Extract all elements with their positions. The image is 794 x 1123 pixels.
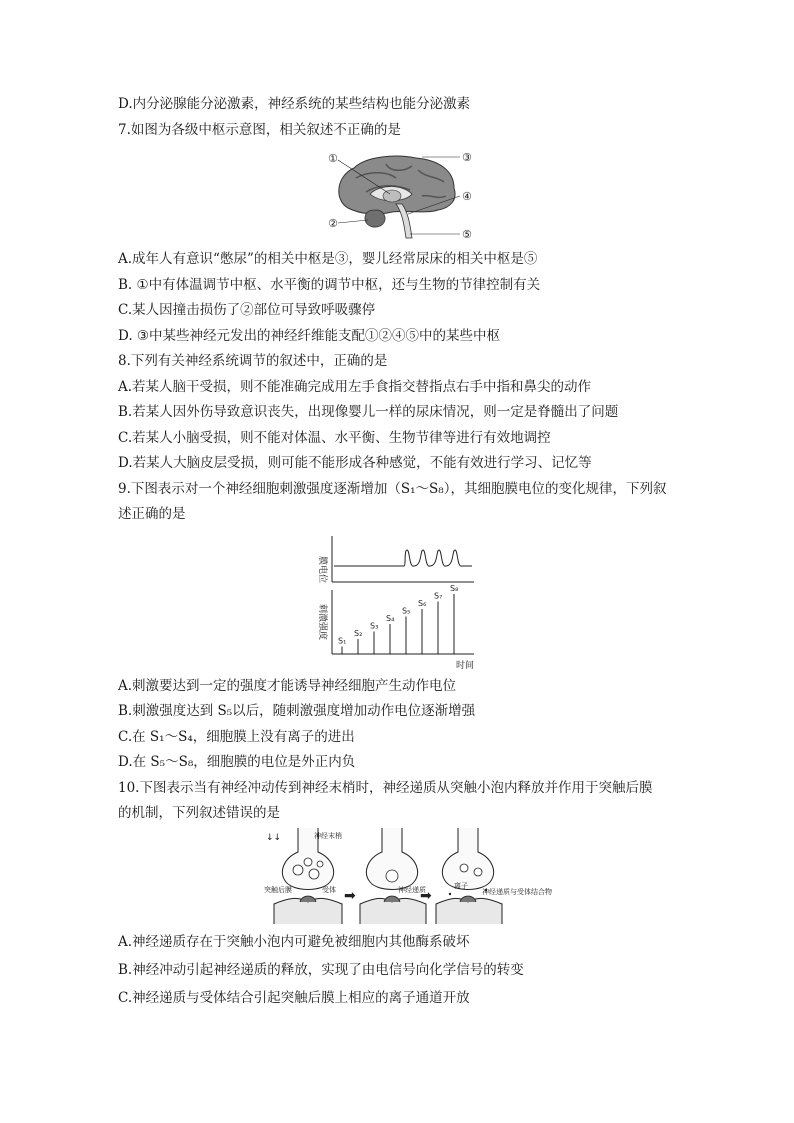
stimulus-chart xyxy=(314,532,480,672)
label-complex: 神经递质与受体结合物 xyxy=(482,888,552,896)
label-4: ④ xyxy=(462,190,472,203)
q10-stem-line2: 的机制，下列叙述错误的是 xyxy=(118,805,280,821)
membrane-potential-trace xyxy=(334,550,472,566)
stimulus-label: S₅ xyxy=(402,606,411,616)
q9-stem-line2: 述正确的是 xyxy=(118,506,186,522)
q8-option-c: C.若某人小脑受损，则不能对体温、水平衡、生物节律等进行有效地调控 xyxy=(118,430,551,446)
stimulus-label: S₁ xyxy=(338,636,347,646)
label-transmitter: 神经递质 xyxy=(398,886,426,894)
label-5: ⑤ xyxy=(462,228,472,241)
q10-option-b: B.神经冲动引起神经递质的释放，实现了由电信号向化学信号的转变 xyxy=(118,962,524,978)
q7-option-d: D. ③中某些神经元发出的神经纤维能支配①②④⑤中的某些中枢 xyxy=(118,328,501,344)
arrow-icon-2: ➡ xyxy=(420,888,432,904)
stimulus-label: S₂ xyxy=(354,629,363,638)
label-3: ③ xyxy=(462,151,472,164)
stimulus-label: S₈ xyxy=(450,584,459,593)
q7-stem: 7.如图为各级中枢示意图，相关叙述不正确的是 xyxy=(118,122,401,138)
top-ylabel: 膜电位 xyxy=(317,556,327,584)
q7-option-c: C.某人因撞击损伤了②部位可导致呼吸骤停 xyxy=(118,302,376,318)
q9-stem-line1: 9.下图表示对一个神经细胞刺激强度逐渐增加（S₁～S₈），其细胞膜电位的变化规律，下列叙 xyxy=(118,481,667,497)
q10-option-a: A.神经递质存在于突触小泡内可避免被细胞内其他酶系破坏 xyxy=(118,934,470,950)
q8-option-d: D.若某人大脑皮层受损，则可能不能形成各种感觉，不能有效进行学习、记忆等 xyxy=(118,455,592,471)
q9-option-d: D.在 S₅～S₈，细胞膜的电位是外正内负 xyxy=(118,754,356,770)
q8-option-a: A.若某人脑干受损，则不能准确完成用左手食指交替指点右手中指和鼻尖的动作 xyxy=(118,379,592,395)
q9-option-c: C.在 S₁～S₄，细胞膜上没有离子的进出 xyxy=(118,729,355,745)
q7-option-b: B. ①中有体温调节中枢、水平衡的调节中枢，还与生物的节律控制有关 xyxy=(118,277,541,293)
q7-option-a: A.成年人有意识“憋尿”的相关中枢是③，婴儿经常尿床的相关中枢是⑤ xyxy=(118,251,538,267)
ylabel: 刺激强度 xyxy=(317,604,327,641)
q8-stem: 8.下列有关神经系统调节的叙述中，正确的是 xyxy=(118,353,388,369)
stimulus-label: S₃ xyxy=(370,621,379,631)
q8-option-b: B.若某人因外伤导致意识丧失，出现像婴儿一样的尿床情况，则一定是脊髓出了问题 xyxy=(118,404,619,420)
stimulus-label: S₆ xyxy=(418,599,427,608)
label-receptor: 受体 xyxy=(322,886,336,894)
q6-option-d: D.内分泌腺能分泌激素，神经系统的某些结构也能分泌激素 xyxy=(118,96,471,112)
label-2: ② xyxy=(328,217,338,230)
q9-option-a: A.刺激要达到一定的强度才能诱导神经细胞产生动作电位 xyxy=(118,678,457,694)
arrow-icon-1: ➡ xyxy=(344,888,356,904)
brain-diagram xyxy=(326,148,476,240)
q10-stem-line1: 10.下图表示当有神经冲动传到神经末梢时，神经递质从突触小泡内释放并作用于突触后膜 xyxy=(118,780,653,796)
synapse-diagram xyxy=(264,828,552,924)
label-ion: 离子 xyxy=(454,882,468,890)
q9-option-b: B.刺激强度达到 S₅以后，随刺激强度增加动作电位逐渐增强 xyxy=(118,703,476,719)
label-terminal: 神经末梢 xyxy=(314,832,342,840)
xlabel: 时间 xyxy=(456,661,475,671)
label-membrane: 突触后膜 xyxy=(264,886,292,894)
label-1: ① xyxy=(328,152,338,165)
arrows-icon: ↓↓ xyxy=(266,833,282,843)
stimulus-label: S₄ xyxy=(386,614,395,623)
q10-option-c: C.神经递质与受体结合引起突触后膜上相应的离子通道开放 xyxy=(118,990,470,1006)
stimulus-label: S₇ xyxy=(434,591,443,601)
